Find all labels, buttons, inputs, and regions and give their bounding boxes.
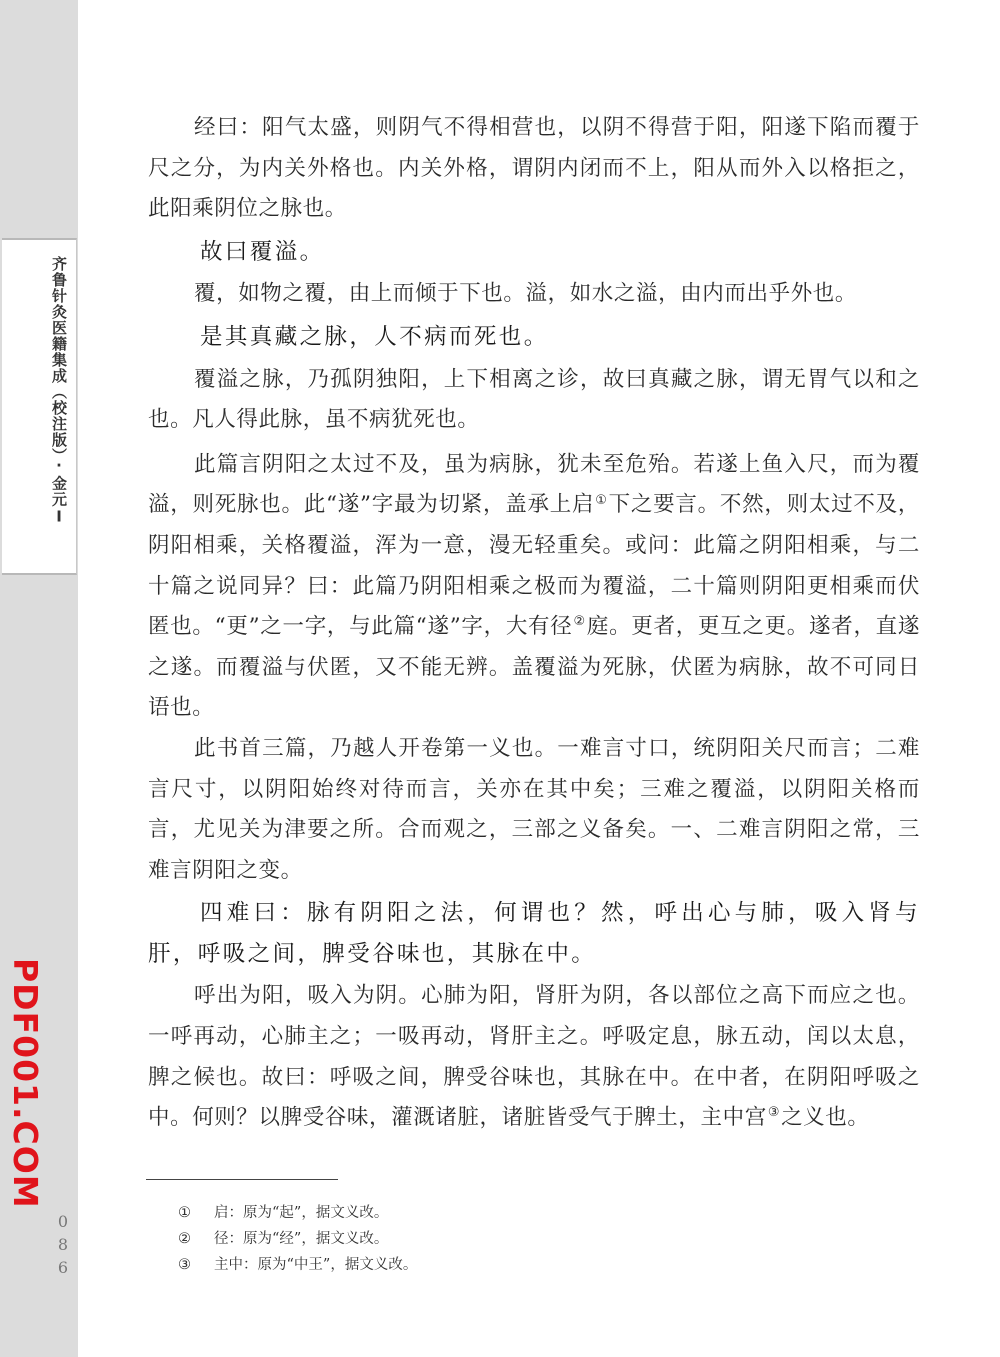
footnote-text: 径：原为“经”，据文义改。 (214, 1231, 389, 1247)
paragraph-text: 故曰覆溢。 (200, 238, 325, 265)
commentary-paragraph (148, 445, 920, 729)
paragraph-text: 之义也。 (781, 1105, 870, 1131)
book-title: 齐鲁针灸医籍集成（校注版）·金元Ⅰ (50, 256, 68, 527)
paragraph-text: 此篇言阴阳之太过不及，虽为病脉，犹未至危殆。若遂上鱼入尺，而为覆溢，则死脉也。此“遂”字最为切紧，盖承上启 (148, 451, 920, 518)
paragraph-text: 四难曰：脉有阴阳之法，何谓也？然，呼出心与肺，吸入肾与肝，呼吸之间，脾受谷味也，其脉在中。 (148, 900, 920, 967)
commentary-paragraph (148, 729, 920, 891)
footnote (178, 1200, 878, 1226)
paragraph-text: 庭。更者，更互之更。遂者，直遂之遂。而覆溢与伏匿，又不能无辨。盖覆溢为死脉，伏匿为病脉，故不可同日语也。 (148, 614, 920, 721)
paragraph-text: 经曰：阳气太盛，则阴气不得相营也，以阴不得营于阳，阳遂下陷而覆于尺之分，为内关外格也。内关外格，谓阴内闭而不上，阳从而外入以格拒之，此阳乘阴位之脉也。 (148, 115, 920, 222)
paragraph-text: 此书首三篇，乃越人开卷第一义也。一难言寸口，统阴阳关尺而言；二难言尺寸，以阴阳始终对待而言，关亦在其中矣；三难之覆溢，以阴阳关格而言，尤见关为津要之所。合而观之，三部之义备矣。一、二难言阴阳之常，三难言阴阳之变。 (148, 735, 920, 883)
page-number (52, 1210, 74, 1279)
footnote-mark: ③ (178, 1257, 191, 1273)
main-text (148, 108, 920, 1139)
footnote-text: 主中：原为“中王”，据文义改。 (214, 1257, 418, 1273)
paragraph-text: 下之要言。不然，则太过不及，阴阳相乘，关格覆溢，浑为一意，漫无轻重矣。或问：此篇之阴阳相乘，与二十篇之说同异？曰：此篇乃阴阳相乘之极而为覆溢，二十篇则阴阳更相乘而伏匿也。“更”之一字，与此篇“遂”字，大有径 (148, 492, 920, 640)
classic-text-paragraph (148, 317, 920, 358)
footnote-text: 启：原为“起”，据文义改。 (214, 1205, 389, 1221)
watermark: PDF001.COM (6, 958, 45, 1209)
footnote (178, 1252, 878, 1278)
commentary-paragraph (148, 274, 920, 315)
classic-text-paragraph (148, 232, 920, 273)
footnote-mark: ① (178, 1205, 191, 1221)
paragraph-text: 是其真藏之脉，人不病而死也。 (200, 323, 549, 350)
footnote-ref[interactable]: ② (573, 614, 586, 630)
page-number-digit: 6 (57, 1258, 69, 1277)
footnote-ref[interactable]: ① (595, 492, 608, 508)
footnote-mark: ② (178, 1231, 191, 1247)
page-number-digit: 0 (57, 1212, 69, 1231)
footnotes (178, 1200, 878, 1278)
paragraph-text: 覆溢之脉，乃孤阴独阳，上下相离之诊，故曰真藏之脉，谓无胃气以和之也。凡人得此脉，虽不病犹死也。 (148, 366, 920, 433)
classic-text-paragraph (148, 893, 920, 974)
page-number-digit: 8 (57, 1235, 69, 1254)
paragraph-text: 呼出为阳，吸入为阴。心肺为阳，肾肝为阴，各以部位之高下而应之也。一呼再动，心肺主之；一吸再动，肾肝主之。呼吸定息，脉五动，闰以太息，脾之候也。故曰：呼吸之间，脾受谷味也，其脉在中。在中者，在阴阳呼吸之中。何则？以脾受谷味，灌溉诸脏，诸脏皆受气于脾土，主中宫 (148, 983, 920, 1131)
commentary-paragraph (148, 360, 920, 441)
paragraph-text: 覆，如物之覆，由上而倾于下也。溢，如水之溢，由内而出乎外也。 (194, 281, 858, 307)
commentary-paragraph (148, 976, 920, 1138)
footnote-divider (146, 1179, 338, 1180)
footnote (178, 1226, 878, 1252)
footnote-ref[interactable]: ③ (767, 1105, 781, 1121)
commentary-paragraph (148, 108, 920, 230)
